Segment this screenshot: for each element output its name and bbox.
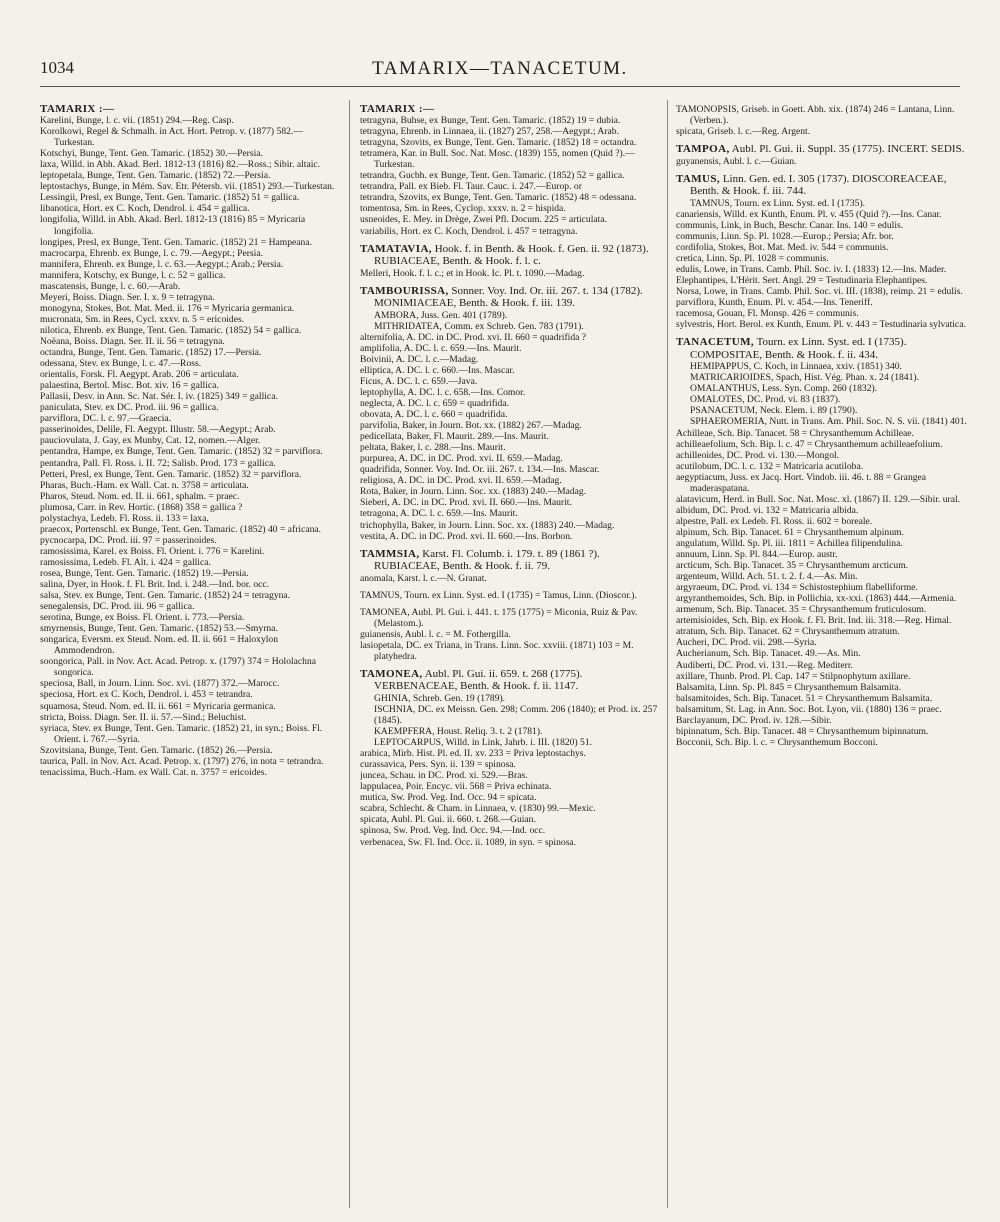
species-entry: parvifolia, Baker, in Journ. Bot. xx. (1882) 267.—Madag. — [360, 420, 582, 432]
species-entry: palaestina, Bertol. Misc. Bot. xiv. 16 = gallica. — [40, 380, 219, 392]
species-entry: Meyeri, Boiss. Diagn. Ser. I. x. 9 = tetragyna. — [40, 291, 215, 303]
page-header — [40, 58, 960, 87]
species-list — [360, 573, 658, 584]
species-entry: cordifolia, Stokes, Bot. Mat. Med. iv. 544 = communis. — [676, 241, 889, 253]
species-entry: mannifera, Kotschy, ex Bunge, l. c. 52 = gallica. — [40, 269, 226, 281]
species-entry: mannifera, Ehrenb. ex Bunge, l. c. 63.—Aegypt.; Arab.; Persia. — [40, 258, 284, 270]
species-entry: canariensis, Willd. ex Kunth, Enum. Pl. v. 455 (Quid ?).—Ins. Canar. — [676, 208, 942, 220]
species-entry: axillare, Thunb. Prod. Pl. Cap. 147 = Stilpnophytum axillare. — [676, 670, 911, 682]
species-entry: monogyna, Stokes, Bot. Mat. Med. ii. 176 = Myricaria germanica. — [40, 302, 295, 314]
species-entry: arcticum, Sch. Bip. Tanacet. 35 = Chrysanthemum arcticum. — [676, 560, 909, 572]
species-entry: verbenacea, Sw. Fl. Ind. Occ. ii. 1089, in syn. = spinosa. — [360, 836, 577, 848]
species-entry: sylvestris, Hort. Berol. ex Kunth, Enum. Pl. v. 443 = Testudinaria sylvatica. — [676, 319, 966, 331]
column-divider — [349, 100, 350, 1208]
species-entry: Pallasii, Desv. in Ann. Sc. Nat. Sér. I. iv. (1825) 349 = gallica. — [40, 391, 278, 403]
species-entry: Barclayanum, DC. Prod. iv. 128.—Sibir. — [676, 714, 832, 726]
genus-name: TAMPOA, — [676, 143, 730, 156]
genus-entry — [360, 243, 658, 268]
species-entry: passerinoides, Delile, Fl. Aegypt. Illustr. 58.—Aegypt.; Arab. — [40, 424, 276, 436]
species-entry: Norsa, Lowe, in Trans. Camb. Phil. Soc. vi. III. (1838), reimp. 21 = edulis. — [676, 286, 963, 298]
species-entry: vestita, A. DC. in DC. Prod. xvi. II. 660.—Ins. Borbon. — [360, 530, 573, 542]
species-entry: tomentosa, Sm. in Rees, Cyclop. xxxv. n. 2 = hispida. — [360, 203, 566, 215]
genus-citation: Karst. Fl. Columb. i. 179. t. 89 (1861 ?). RUBIACEAE, Benth. & Hook. f. ii. 79. — [374, 547, 600, 573]
species-entry: octandra, Bunge, Tent. Gen. Tamaric. (1852) 17.—Persia. — [40, 347, 262, 359]
genus-name: TAMMSIA, — [360, 547, 420, 560]
species-entry: alpinum, Sch. Bip. Tanacet. 61 = Chrysanthemum alpinum. — [676, 526, 904, 538]
species-entry: Rota, Baker, in Journ. Linn. Soc. xx. (1883) 240.—Madag. — [360, 486, 587, 498]
species-entry: aegyptiacum, Juss. ex Jacq. Hort. Vindob. iii. 46. t. 88 = Grangea maderaspatana. — [676, 471, 927, 494]
genus-name: TAMUS, — [676, 172, 721, 185]
cross-reference: TAMONOPSIS, Griseb. in Goett. Abh. xix. (1874) 246 = Lantana, Linn. (Verben.). — [676, 104, 955, 127]
species-entry: cretica, Linn. Sp. Pl. 1028 = communis. — [676, 252, 829, 264]
genus-citation: Tourn. ex Linn. Syst. ed. I (1735). COMPOSITAE, Benth. & Hook. f. ii. 434. — [690, 336, 907, 361]
synonym-list — [360, 310, 658, 332]
species-entry: tetrandra, Pall. ex Bieb. Fl. Taur. Cauc. i. 247.—Europ. or — [360, 181, 582, 193]
species-entry: alatavicum, Herd. in Bull. Soc. Nat. Mosc. xl. (1867) II. 129.—Sibir. ural. — [676, 493, 961, 505]
species-entry: guianensis, Aubl. l. c. = M. Fothergilla. — [360, 628, 511, 640]
species-entry: salsa, Stev. ex Bunge, Tent. Gen. Tamaric. (1852) 24 = tetragyna. — [40, 590, 291, 602]
species-entry: praecox, Portenschl. ex Bunge, Tent. Gen. Tamaric. (1852) 40 = africana. — [40, 523, 322, 535]
genus-name: TAMATAVIA, — [360, 242, 432, 255]
species-entry: Korolkowi, Regel & Schmalh. in Act. Hort. Petrop. v. (1877) 582.—Turkestan. — [40, 126, 303, 149]
species-entry: achilleoides, DC. Prod. vi. 130.—Mongol. — [676, 449, 840, 461]
species-entry: taurica, Pall. in Nov. Act. Acad. Petrop. x. (1797) 276, in nota = tetrandra. — [40, 755, 324, 767]
genus-name: TAMBOURISSA, — [360, 284, 449, 297]
cross-reference: TAMONEA, Aubl. Pl. Gui. i. 441. t. 175 (1775) = Miconia, Ruiz & Pav. (Melastom.). — [360, 606, 638, 629]
species-entry: Aucheri, DC. Prod. vii. 298.—Syria. — [676, 637, 817, 649]
species-entry: angulatum, Willd. Sp. Pl. iii. 1811 = Achillea filipendulina. — [676, 538, 903, 549]
species-entry: variabilis, Hort. ex C. Koch, Dendrol. i. 457 = tetragyna. — [360, 225, 578, 237]
species-entry: lasiopetala, DC. ex Triana, in Trans. Linn. Soc. xxviii. (1871) 103 = M. platyhedra. — [360, 639, 634, 662]
species-list — [360, 268, 658, 279]
species-entry: religiosa, A. DC. in DC. Prod. xvi. II. 659.—Madag. — [360, 475, 562, 487]
synonym-entry: GHINIA, Schreb. Gen. 19 (1789). — [374, 692, 506, 704]
species-entry: amplifolia, A. DC. l. c. 659.—Ins. Maurit. — [360, 342, 522, 354]
species-list — [360, 629, 658, 662]
genus-entry — [676, 173, 976, 198]
species-entry: arabica, Mirb. Hist. Pl. ed. II. xv. 233 = Priva leptostachys. — [360, 748, 586, 760]
species-entry: senegalensis, DC. Prod. iii. 96 = gallica. — [40, 601, 195, 613]
column-1 — [40, 104, 340, 1209]
species-entry: pedicellata, Baker, Fl. Maurit. 289.—Ins. Maurit. — [360, 431, 549, 443]
species-entry: leptostachys, Bunge, in Mém. Sav. Etr. Pétersb. vii. (1851) 293.—Turkestan. — [40, 181, 335, 193]
species-entry: armenum, Sch. Bip. Tanacet. 35 = Chrysanthemum fruticulosum. — [676, 604, 927, 616]
species-entry: guyanensis, Aubl. l. c.—Guian. — [676, 155, 797, 167]
species-entry: communis, Linn. Sp. Pl. 1028.—Europ.; Persia; Afr. bor. — [676, 230, 894, 242]
species-entry: serotina, Bunge, ex Boiss. Fl. Orient. i. 773.—Persia. — [40, 612, 245, 624]
genus-entry — [360, 285, 658, 310]
species-entry: racemosa, Gouan, Fl. Monsp. 426 = communis. — [676, 308, 859, 320]
genus-name: TAMONEA, — [360, 667, 423, 680]
species-list — [676, 209, 976, 331]
species-entry: balsamitoides, Sch. Bip. Tanacet. 51 = Chrysanthemum Balsamita. — [676, 692, 933, 704]
species-entry: Bocconii, Sch. Bip. l. c. = Chrysanthemum Bocconi. — [676, 736, 878, 748]
species-entry: alpestre, Pall. ex Ledeb. Fl. Ross. ii. 602 = boreale. — [676, 515, 873, 527]
species-list — [360, 115, 658, 237]
species-entry: polystachya, Ledeb. Fl. Ross. ii. 133 = laxa. — [40, 512, 209, 524]
species-entry: tetramera, Kar. in Bull. Soc. Nat. Mosc. (1839) 155, nomen (Quid ?).—Turkestan. — [360, 148, 635, 171]
species-entry: songarica, Eversm. ex Steud. Nom. ed. II. ii. 661 = Haloxylon Ammodendron. — [40, 634, 279, 657]
species-entry: peltata, Baker, l. c. 288.—Ins. Maurit. — [360, 442, 506, 454]
species-entry: Pharos, Steud. Nom. ed. II. ii. 661, sphalm. = praec. — [40, 490, 240, 502]
species-entry: spicata, Aubl. Pl. Gui. ii. 660. t. 268.—Guian. — [360, 814, 536, 826]
species-entry: mascatensis, Bunge, l. c. 60.—Arab. — [40, 280, 181, 292]
species-entry: Balsamita, Linn. Sp. Pl. 845 = Chrysanthemum Balsamita. — [676, 681, 901, 693]
genus-citation: Hook. f. in Benth. & Hook. f. Gen. ii. 92 (1873). RUBIACEAE, Benth. & Hook. f. l. c. — [374, 242, 649, 268]
synonym-entry: MITHRIDATEA, Comm. ex Schreb. Gen. 783 (1791). — [374, 320, 584, 332]
species-entry: purpurea, A. DC. in DC. Prod. xvi. II. 659.—Madag. — [360, 453, 563, 465]
species-entry: argenteum, Willd. Ach. 51. t. 2. f. 4.—As. Min. — [676, 571, 858, 583]
species-list — [40, 115, 340, 778]
species-list — [676, 428, 976, 748]
synonym-entry: ISCHNIA, DC. ex Meissn. Gen. 298; Comm. 206 (1840); et Prod. ix. 257 (1845). — [374, 703, 658, 727]
species-entry: anomala, Karst. l. c.—N. Granat. — [360, 572, 487, 584]
genus-entry — [360, 548, 658, 573]
column-divider — [667, 100, 668, 1208]
species-entry: tetrandra, Gucbh. ex Bunge, Tent. Gen. Tamaric. (1852) 52 = gallica. — [360, 170, 625, 182]
species-entry: Achilleae, Sch. Bip. Tanacet. 58 = Chrysanthemum Achilleae. — [676, 427, 914, 439]
species-entry: pentandra, Pall. Fl. Ross. i. II. 72; Salisb. Prod. 173 = gallica. — [40, 457, 276, 469]
species-entry: alternifolia, A. DC. in DC. Prod. xvi. II. 660 = quadrifida ? — [360, 331, 587, 343]
species-entry: Elephantipes, L'Hérit. Sert. Angl. 29 = Testudinaria Elephantipes. — [676, 275, 928, 287]
species-entry: argyraeum, DC. Prod. vi. 134 = Schistostephium flabelliforme. — [676, 582, 918, 594]
species-entry: annuum, Linn. Sp. Pl. 844.—Europ. austr. — [676, 549, 838, 561]
species-entry: speciosa, Ball, in Journ. Linn. Soc. xvi. (1877) 372.—Marocc. — [40, 678, 280, 690]
species-entry: Aucherianum, Sch. Bip. Tanacet. 49.—As. Min. — [676, 648, 861, 660]
genus-entry — [676, 336, 976, 361]
species-entry: argyranthemoides, Sch. Bip. in Pollichia, xx-xxi. (1863) 444.—Armenia. — [676, 593, 957, 605]
cross-reference: TAMNUS, Tourn. ex Linn. Syst. ed. I (1735) = Tamus, Linn. (Dioscor.). — [360, 589, 637, 601]
species-entry: lappulacea, Poir. Encyc. vii. 568 = Priva echinata. — [360, 781, 552, 793]
species-entry: pycnocarpa, DC. Prod. iii. 97 = passerinoides. — [40, 534, 217, 546]
species-entry: artemisioides, Sch. Bip. ex Hook. f. Fl. Brit. Ind. iii. 318.—Reg. Himal. — [676, 615, 952, 627]
species-entry: Karelini, Bunge, l. c. vii. (1851) 294.—Reg. Casp. — [40, 115, 234, 127]
species-entry: odessana, Stev. ex Bunge, l. c. 47.—Ross. — [40, 358, 202, 370]
species-list — [676, 126, 976, 137]
species-entry: soongorica, Pall. in Nov. Act. Acad. Petrop. x. (1797) 374 = Hololachna songorica. — [40, 656, 317, 679]
species-entry: Sieberi, A. DC. in DC. Prod. xvi. II. 660.—Ins. Maurit. — [360, 497, 572, 509]
species-entry: tetragyna, Ehrenb. in Linnaea, ii. (1827) 257, 258.—Aegypt.; Arab. — [360, 126, 619, 138]
species-entry: laxa, Willd. in Abh. Akad. Berl. 1812-13 (1816) 82.—Ross.; Sibir. altaic. — [40, 159, 321, 171]
species-entry: spinosa, Sw. Prod. Veg. Ind. Occ. 94.—Ind. occ. — [360, 825, 546, 837]
species-entry: neglecta, A. DC. l. c. 659 = quadrifida. — [360, 397, 510, 409]
species-entry: tenacissima, Buch.-Ham. ex Wall. Cat. n. 3757 = ericoides. — [40, 766, 267, 778]
species-entry: pentandra, Hampe, ex Bunge, Tent. Gen. Tamaric. (1852) 32 = parviflora. — [40, 446, 323, 458]
genus-entry — [676, 143, 976, 156]
species-entry: macrocarpa, Ehrenb. ex Bunge, l. c. 79.—Aegypt.; Persia. — [40, 247, 263, 259]
synonym-entry: KAEMPFERA, Houst. Reliq. 3. t. 2 (1781). — [374, 726, 543, 738]
column-2 — [360, 104, 658, 1209]
species-entry: Audiberti, DC. Prod. vi. 131.—Reg. Mediterr. — [676, 659, 853, 671]
species-entry: usneoides, E. Mey. in Drège, Zwei Pfl. Docum. 225 = articulata. — [360, 214, 607, 226]
synonym-entry: TAMNUS, Tourn. ex Linn. Syst. ed. I (1735). — [690, 197, 866, 209]
synonym-list — [360, 693, 658, 748]
species-entry: orientalis, Forsk. Fl. Aegypt. Arab. 206 = articulata. — [40, 369, 239, 381]
species-entry: syriaca, Stev. ex Bunge, Tent. Gen. Tamaric. (1852) 21, in syn.; Boiss. Fl. Orient. i. 767.—Syria. — [40, 722, 323, 745]
species-entry: paniculata, Stev. ex DC. Prod. iii. 96 = gallica. — [40, 402, 219, 414]
species-entry: stricta, Boiss. Diagn. Ser. II. ii. 57.—Sind.; Beluchist. — [40, 711, 247, 723]
species-entry: communis, Link, in Buch, Beschr. Canar. Ins. 140 = edulis. — [676, 219, 904, 231]
species-entry: tetragyna, Szovits, ex Bunge, Tent. Gen. Tamaric. (1852) 18 = octandra. — [360, 137, 637, 149]
species-entry: mucronata, Sm. in Rees, Cycl. xxxv. n. 5 = ericoides. — [40, 313, 245, 325]
species-entry: ramosissima, Karel. ex Boiss. Fl. Orient. i. 776 = Karelini. — [40, 545, 265, 557]
genus-citation: Linn. Gen. ed. I. 305 (1737). DIOSCOREACEAE, Benth. & Hook. f. iii. 744. — [690, 172, 947, 198]
genus-citation: Sonner. Voy. Ind. Or. iii. 267. t. 134 (1782). MONIMIACEAE, Benth. & Hook. f. iii. 139. — [374, 284, 643, 310]
synonym-entry: AMBORA, Juss. Gen. 401 (1789). — [374, 309, 508, 321]
synonym-entry: OMALANTHUS, Less. Syn. Comp. 260 (1832). — [690, 383, 878, 395]
species-entry: leptopetala, Bunge, Tent. Gen. Tamaric. (1852) 72.—Persia. — [40, 170, 271, 182]
species-entry: juncea, Schau. in DC. Prod. xi. 529.—Bras. — [360, 770, 528, 782]
species-entry: squamosa, Steud. Nom. ed. II. ii. 661 = Myricaria germanica. — [40, 700, 276, 712]
genus-entry — [360, 668, 658, 693]
species-entry: scabra, Schlecht. & Cham. in Linnaea, v. (1830) 99.—Mexic. — [360, 803, 596, 815]
species-entry: curassavica, Pers. Syn. ii. 139 = spinosa. — [360, 759, 516, 771]
species-entry: salina, Dyer, in Hook. f. Fl. Brit. Ind. i. 248.—Ind. bor. occ. — [40, 579, 270, 591]
species-entry: Noëana, Boiss. Diagn. Ser. II. ii. 56 = tetragyna. — [40, 335, 225, 347]
species-entry: balsamitum, St. Lag. in Ann. Soc. Bot. Lyon, vii. (1880) 136 = praec. — [676, 703, 942, 715]
species-entry: leptophylla, A. DC. l. c. 658.—Ins. Comor. — [360, 386, 526, 398]
genus-heading: TAMARIX :— — [360, 104, 435, 115]
species-entry: longifolia, Willd. in Abh. Akad. Berl. 1812-13 (1816) 85 = Myricaria longifolia. — [40, 214, 306, 237]
species-entry: tetragona, A. DC. l. c. 659.—Ins. Maurit. — [360, 508, 518, 520]
species-list — [360, 332, 658, 542]
species-entry: spicata, Griseb. l. c.—Reg. Argent. — [676, 126, 811, 138]
synonym-entry: LEPTOCARPUS, Willd. in Link, Jahrb. i. III. (1820) 51. — [374, 737, 593, 749]
species-entry: quadrifida, Sonner. Voy. Ind. Or. iii. 267. t. 134.—Ins. Mascar. — [360, 464, 600, 476]
synonym-entry: PSANACETUM, Neck. Elem. i. 89 (1790). — [690, 405, 858, 417]
species-list — [360, 748, 658, 847]
species-list — [676, 156, 976, 167]
species-entry: edulis, Lowe, in Trans. Camb. Phil. Soc. iv. I. (1833) 12.—Ins. Mader. — [676, 263, 947, 275]
synonym-entry: SPHAEROMERIA, Nutt. in Trans. Am. Phil. Soc. N. S. vii. (1841) 401. — [690, 416, 967, 428]
species-entry: plumosa, Carr. in Rev. Hortic. (1868) 358 = gallica ? — [40, 501, 243, 513]
synonym-entry: HEMIPAPPUS, C. Koch, in Linnaea, xxiv. (1851) 340. — [690, 361, 902, 373]
species-entry: Pharas, Buch.-Ham. ex Wall. Cat. n. 3758 = articulata. — [40, 479, 249, 491]
species-entry: nilotica, Ehrenb. ex Bunge, Tent. Gen. Tamaric. (1852) 54 = gallica. — [40, 324, 302, 336]
synonym-list — [676, 361, 976, 427]
species-entry: tetragyna, Buhse, ex Bunge, Tent. Gen. Tamaric. (1852) 19 = dubia. — [360, 115, 621, 127]
species-entry: mutica, Sw. Prod. Veg. Ind. Occ. 94 = spicata. — [360, 792, 537, 804]
page-number: 1034 — [40, 58, 74, 77]
species-entry: longipes, Presl, ex Bunge, Tent. Gen. Tamaric. (1852) 21 = Hampeana. — [40, 236, 313, 248]
species-entry: Petteri, Presl, ex Bunge, Tent. Gen. Tamaric. (1852) 32 = parviflora. — [40, 468, 302, 480]
species-entry: smyrnensis, Bunge, Tent. Gen. Tamaric. (1852) 53.—Smyrna. — [40, 623, 278, 635]
species-entry: rosea, Bunge, Tent. Gen. Tamaric. (1852) 19.—Persia. — [40, 567, 249, 579]
species-entry: obovata, A. DC. l. c. 660 = quadrifida. — [360, 409, 508, 421]
species-entry: albidum, DC. Prod. vi. 132 = Matricaria albida. — [676, 504, 859, 516]
genus-citation: Aubl. Pl. Gui. ii. 659. t. 268 (1775). VERBENACEAE, Benth. & Hook. f. ii. 1147. — [374, 667, 583, 693]
species-entry: Kotschyi, Bunge, Tent. Gen. Tamaric. (1852) 30.—Persia. — [40, 148, 263, 160]
species-entry: Szovitsiana, Bunge, Tent. Gen. Tamaric. (1852) 26.—Persia. — [40, 744, 273, 756]
genus-heading: TAMARIX :— — [40, 104, 115, 115]
synonym-list — [676, 198, 976, 209]
species-entry: trichophylla, Baker, in Journ. Linn. Soc. xx. (1883) 240.—Madag. — [360, 519, 615, 531]
genus-citation: Aubl. Pl. Gui. ii. Suppl. 35 (1775). INCERT. SEDIS. — [731, 143, 965, 156]
species-entry: pauciovulata, J. Gay, ex Munby, Cat. 12, nomen.—Alger. — [40, 435, 261, 447]
species-entry: achilleaefolium, Sch. Bip. l. c. 47 = Chrysanthemum achilleaefolium. — [676, 438, 943, 450]
column-3 — [676, 104, 976, 1209]
species-entry: tetrandra, Szovits, ex Bunge, Tent. Gen. Tamaric. (1852) 48 = odessana. — [360, 192, 637, 204]
species-entry: parviflora, DC. l. c. 97.—Graecia. — [40, 413, 172, 425]
species-entry: ramosissima, Ledeb. Fl. Alt. i. 424 = gallica. — [40, 556, 211, 568]
species-entry: Boivinii, A. DC. l. c.—Madag. — [360, 353, 479, 365]
genus-name: TANACETUM, — [676, 336, 755, 349]
species-entry: Lessingii, Presl, ex Bunge, Tent. Gen. Tamaric. (1852) 51 = gallica. — [40, 192, 300, 204]
species-entry: parviflora, Kunth, Enum. Pl. v. 454.—Ins. Teneriff. — [676, 297, 873, 309]
species-entry: speciosa, Hort. ex C. Koch, Dendrol. i. 453 = tetrandra. — [40, 689, 253, 701]
species-entry: elliptica, A. DC. l. c. 660.—Ins. Mascar. — [360, 364, 515, 376]
species-entry: Melleri, Hook. f. l. c.; et in Hook. Ic. Pl. t. 1090.—Madag. — [360, 267, 585, 279]
species-entry: acutilobum, DC. l. c. 132 = Matricaria acutiloba. — [676, 460, 864, 472]
synonym-entry: MATRICARIOIDES, Spach, Hist. Vég. Phan. x. 24 (1841). — [690, 372, 919, 384]
species-entry: atratum, Sch. Bip. Tanacet. 62 = Chrysanthemum atratum. — [676, 626, 900, 638]
synonym-entry: OMALOTES, DC. Prod. vi. 83 (1837). — [690, 394, 841, 406]
running-title: TAMARIX—TANACETUM. — [372, 58, 628, 79]
species-entry: libanotica, Hort. ex C. Koch, Dendrol. i. 454 = gallica. — [40, 203, 250, 215]
species-entry: bipinnatum, Sch. Bip. Tanacet. 48 = Chrysanthemum bipinnatum. — [676, 725, 929, 737]
species-entry: Ficus, A. DC. l. c. 659.—Java. — [360, 375, 478, 387]
